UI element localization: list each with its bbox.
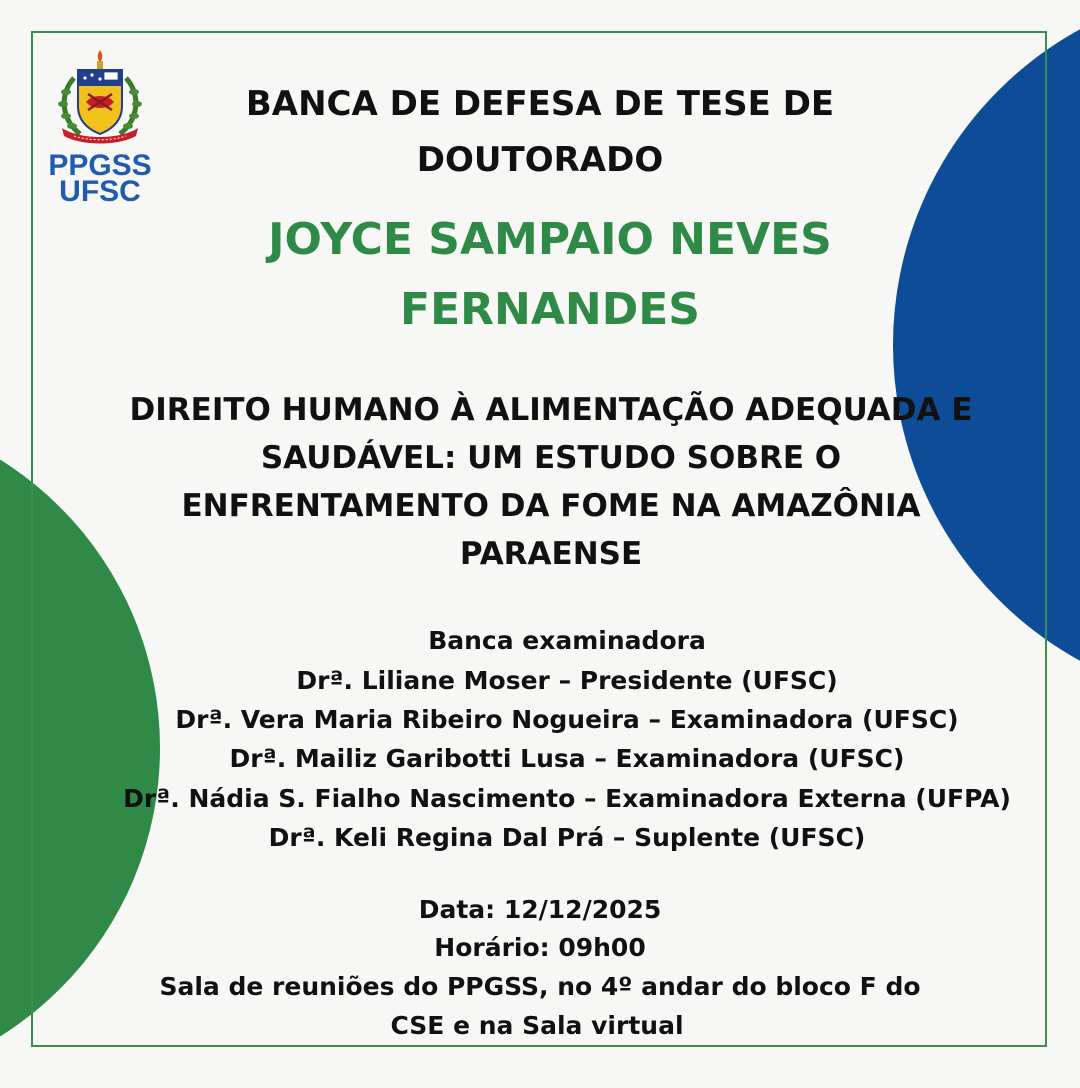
committee-member: Drª. Liliane Moser – Presidente (UFSC) <box>296 666 838 695</box>
candidate-name-line-2: FERNANDES <box>400 284 700 335</box>
event-location-line-2: CSE e na Sala virtual <box>390 1011 684 1040</box>
thesis-title-line-2: SAUDÁVEL: UM ESTUDO SOBRE O <box>260 440 842 476</box>
event-time: Horário: 09h00 <box>434 933 646 962</box>
thesis-title-line-3: ENFRENTAMENTO DA FOME NA AMAZÔNIA <box>181 488 921 524</box>
event-date: Data: 12/12/2025 <box>418 895 662 924</box>
thesis-title-line-1: DIREITO HUMANO À ALIMENTAÇÃO ADEQUADA E <box>129 392 973 428</box>
committee-member: Drª. Mailiz Garibotti Lusa – Examinadora (UFSC) <box>229 744 905 773</box>
logo-text-ufsc: UFSC <box>59 175 141 208</box>
thesis-title-line-4: PARAENSE <box>459 536 643 572</box>
heading-line-1: BANCA DE DEFESA DE TESE DE <box>245 84 835 124</box>
committee-member: Drª. Nádia S. Fialho Nascimento – Examinadora Externa (UFPA) <box>123 784 1011 813</box>
event-location-line-1: Sala de reuniões do PPGSS, no 4º andar do bloco F do <box>159 972 921 1001</box>
candidate-name-line-1: JOYCE SAMPAIO NEVES <box>268 214 832 265</box>
heading-line-2: DOUTORADO <box>416 140 664 180</box>
logo-text-ppgss: PPGSS <box>48 149 152 182</box>
committee-label: Banca examinadora <box>428 626 706 655</box>
committee-member: Drª. Keli Regina Dal Prá – Suplente (UFSC) <box>268 823 866 852</box>
committee-member: Drª. Vera Maria Ribeiro Nogueira – Examinadora (UFSC) <box>175 705 959 734</box>
